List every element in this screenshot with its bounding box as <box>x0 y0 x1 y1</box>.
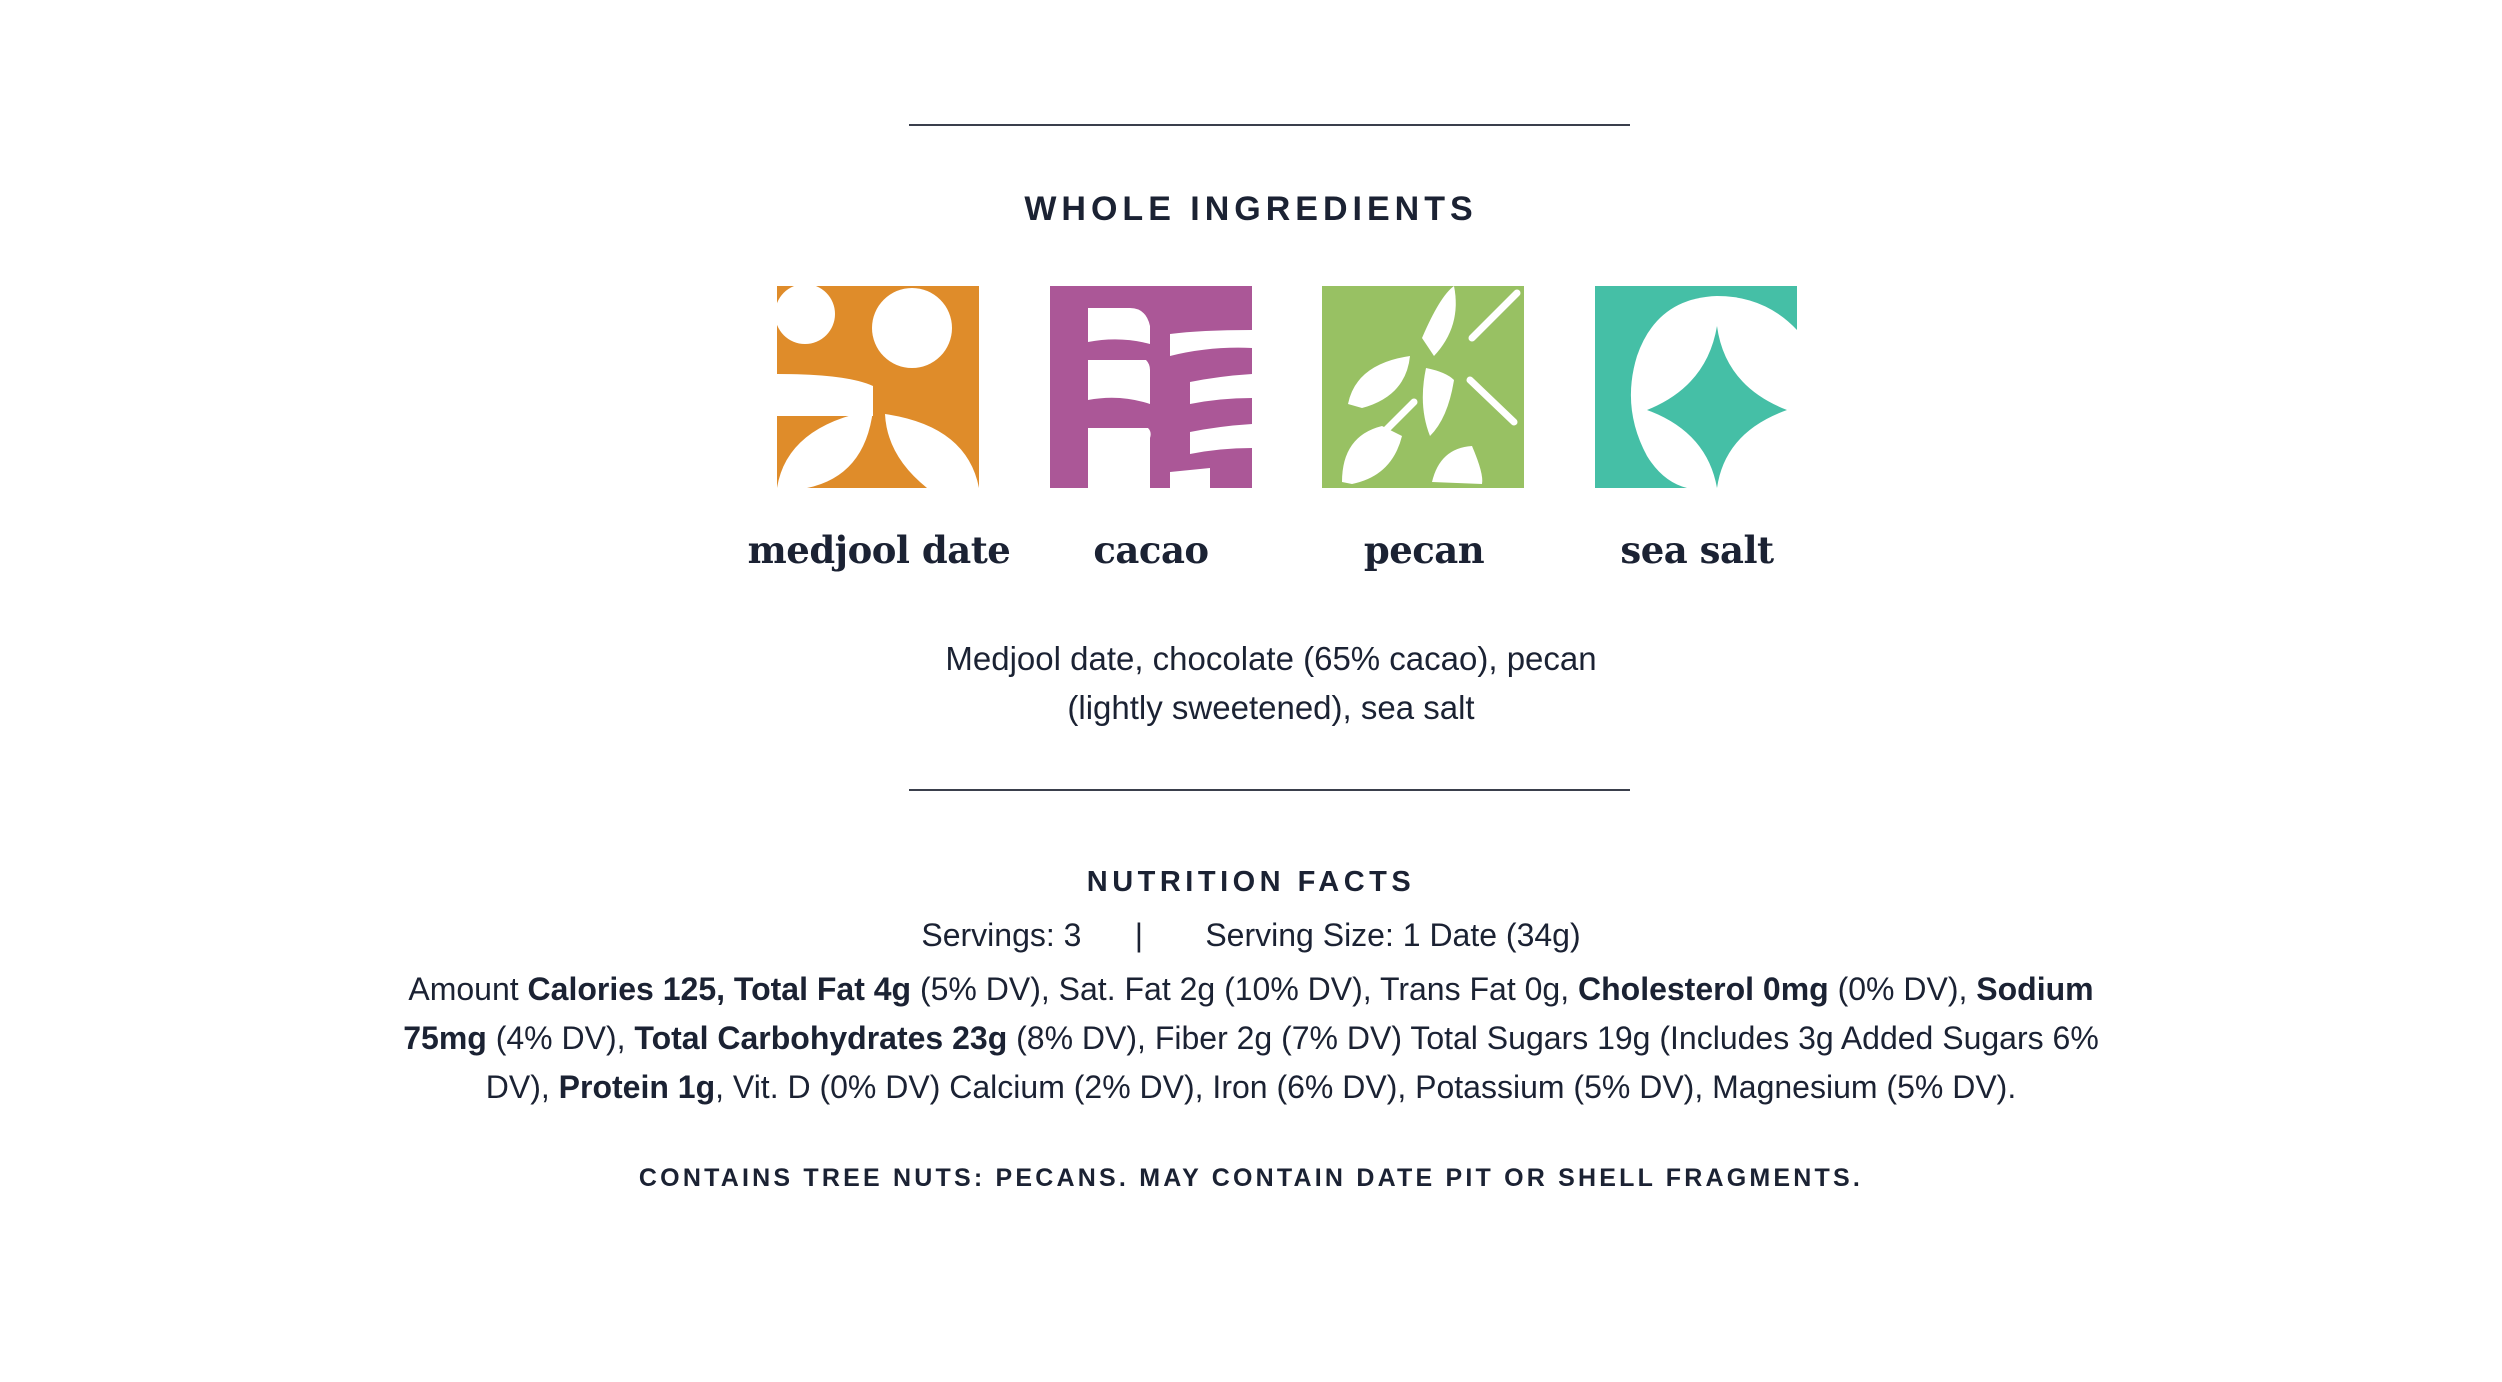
sea-salt-icon <box>1595 286 1797 488</box>
ingredients-line: Medjool date, chocolate (65% cacao), pecan <box>945 640 1597 677</box>
nutrient-text: , Vit. D (0% DV) Calcium (2% DV), Iron (6% DV), Potassium (5% DV), Magnesium (5% DV). <box>715 1069 2017 1105</box>
nutrient-text: (0% DV), <box>1828 971 1977 1007</box>
nutrient-highlight: Cholesterol 0mg <box>1577 971 1829 1007</box>
nutrition-facts-text <box>402 965 2100 1112</box>
nutrient-text: (4% DV), <box>486 1020 635 1056</box>
nutrient-highlight: Total Carbohydrates 23g <box>634 1020 1008 1056</box>
nutrient-highlight: Calories 125, Total Fat 4g <box>527 971 912 1007</box>
nutrition-facts-heading: NUTRITION FACTS <box>1086 866 1416 898</box>
servings-separator: | <box>1134 917 1144 953</box>
cacao-icon <box>1050 286 1252 488</box>
serving-size: Serving Size: 1 Date (34g) <box>1205 917 1581 953</box>
nutrient-text: (8% DV), Fiber 2g (7% DV) Total Sugars 19g (Includes 3g Added Sugars 6% DV), <box>485 1020 2099 1105</box>
whole-ingredients-heading: WHOLE INGREDIENTS <box>1024 190 1478 228</box>
servings-count: Servings: 3 <box>921 917 1082 953</box>
middle-divider <box>909 789 1630 791</box>
ingredients-line: (lightly sweetened), sea salt <box>1067 689 1475 726</box>
ingredient-label: cacao <box>1093 528 1209 572</box>
ingredients-list <box>751 634 1791 732</box>
nutrient-highlight: Protein 1g <box>558 1069 716 1105</box>
nutrient-highlight: Sodium 75mg <box>403 971 2094 1056</box>
pecan-icon <box>1322 286 1524 488</box>
ingredient-label: sea salt <box>1620 528 1774 572</box>
ingredient-label: medjool date <box>747 528 1011 572</box>
nutrient-text: (5% DV), Sat. Fat 2g (10% DV), Trans Fat 0g, <box>911 971 1578 1007</box>
allergen-notice: CONTAINS TREE NUTS: PECANS. MAY CONTAIN DATE PIT OR SHELL FRAGMENTS. <box>638 1164 1864 1192</box>
ingredient-label: pecan <box>1363 528 1485 572</box>
top-divider <box>909 124 1630 126</box>
servings-line <box>0 917 2502 954</box>
medjool-date-icon <box>777 286 979 488</box>
nutrient-text: Amount <box>408 971 528 1007</box>
